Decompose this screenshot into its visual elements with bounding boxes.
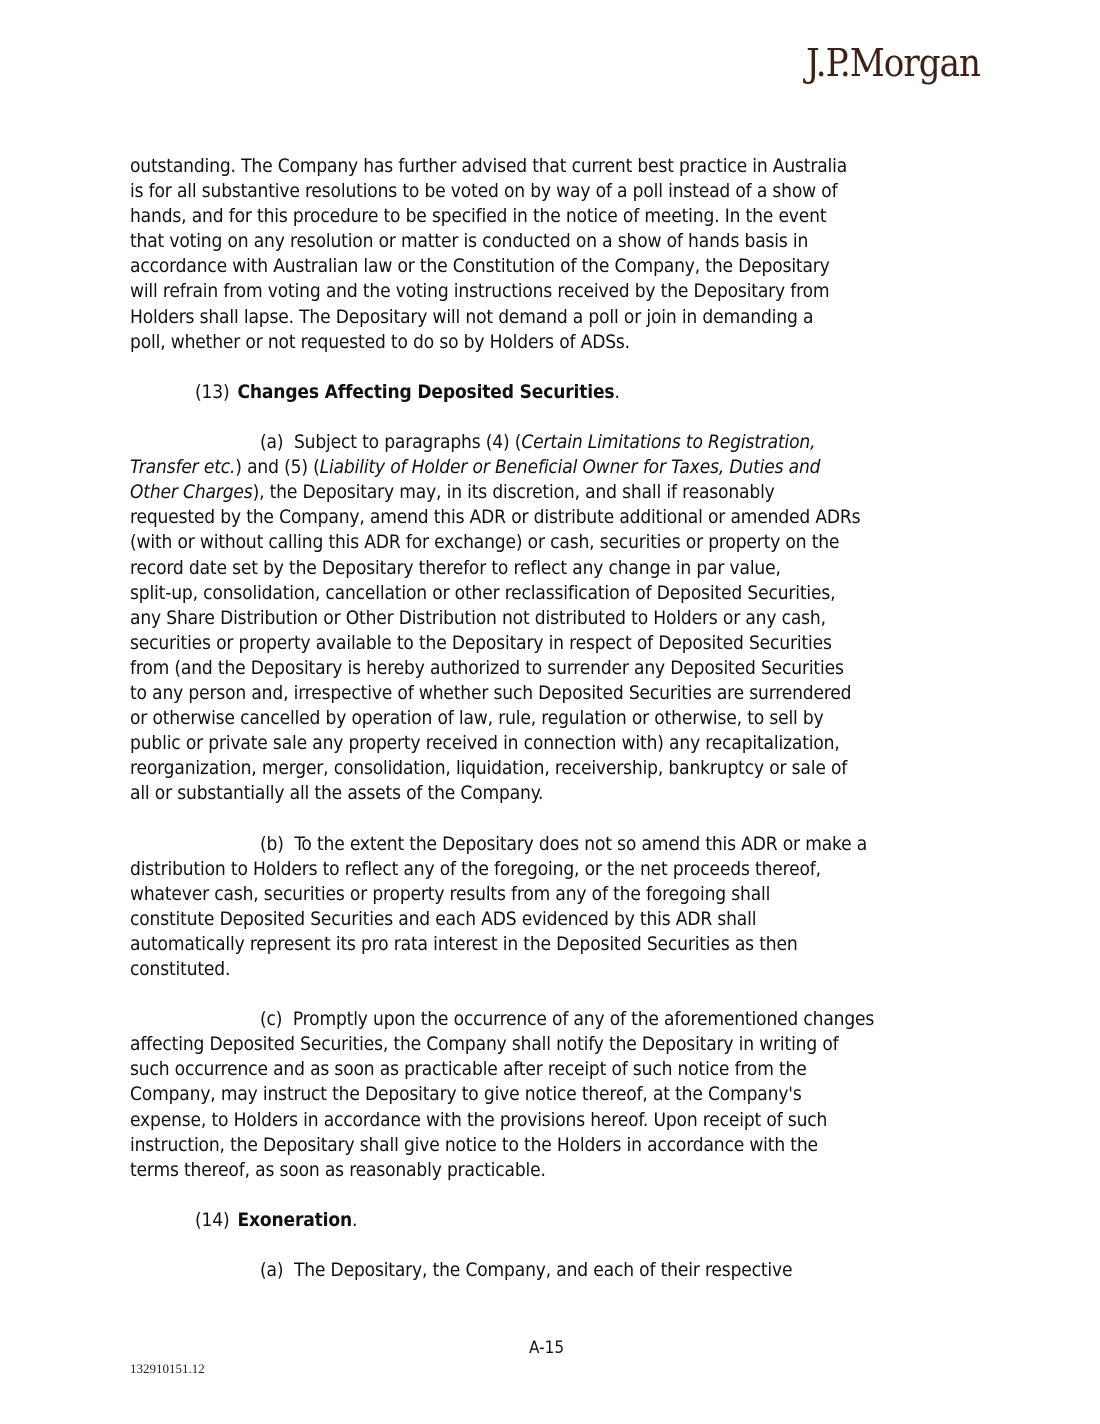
text-line: hands, and for this procedure to be specified in the notice of meeting. In the event — [130, 205, 827, 228]
section-title: Exoneration — [237, 1208, 352, 1231]
text-line: constitute Deposited Securities and each ADS evidenced by this ADR shall — [130, 907, 757, 930]
text-line: from (and the Depositary is hereby authorized to surrender any Deposited Securities — [130, 656, 844, 679]
text-line: that voting on any resolution or matter is conducted on a show of hands basis in — [130, 230, 809, 253]
text-line: such occurrence and as soon as practicable after receipt of such notice from the — [130, 1058, 807, 1081]
section-14-heading: (14) Exoneration. — [195, 1208, 358, 1231]
paragraph-13c: (c) Promptly upon the occurrence of any of the aforementioned changes affecting Deposited Securities, the Company shall notify the Depositary in writing of such occurrence and as soon as practicable after receipt of such notice from the Company, may instruct the Depositary to give notice thereof, at the Company's expense, to Holders in accordance with the provisions hereof. Upon receipt of such instruction, the Depositary shall give notice to the Holders in accordance with the terms thereof, as soon as reasonably practicable. — [130, 1007, 990, 1183]
text-line: automatically represent its pro rata interest in the Deposited Securities as then — [130, 932, 798, 955]
text-line: reorganization, merger, consolidation, liquidation, receivership, bankruptcy or sale of — [130, 757, 848, 780]
text-line: instruction, the Depositary shall give notice to the Holders in accordance with the — [130, 1133, 818, 1156]
section-13-heading: (13) Changes Affecting Deposited Securities. — [195, 380, 620, 403]
section-number: (14) — [195, 1208, 230, 1231]
page-number: A-15 — [529, 1338, 565, 1358]
text-line: affecting Deposited Securities, the Company shall notify the Depositary in writing of — [130, 1033, 839, 1056]
text-line: Holders shall lapse. The Depositary will not demand a poll or join in demanding a — [130, 305, 814, 328]
subparagraph-label: (a) — [260, 1259, 284, 1282]
text-line: poll, whether or not requested to do so by Holders of ADSs. — [130, 330, 630, 353]
jpmorgan-logo: J.P.Morgan — [806, 41, 980, 85]
paragraph-13b: (b) To the extent the Depositary does not so amend this ADR or make a distribution to Holders to reflect any of the foregoing, or the net proceeds thereof, whatever cash, securities or property results from any of the foregoing shall constitute Deposited Securities and each ADS evidenced by this ADR shall automatically represent its pro rata interest in the Deposited Securities as then constituted. — [130, 832, 990, 983]
intro-paragraph — [130, 154, 990, 355]
document-id: 132910151.12 — [130, 1361, 205, 1376]
subparagraph-label: (c) — [260, 1008, 283, 1031]
text-line: any Share Distribution or Other Distribution not distributed to Holders or any cash, — [130, 606, 826, 629]
text-line: distribution to Holders to reflect any of the foregoing, or the net proceeds thereof, — [130, 857, 821, 880]
section-title: Changes Affecting Deposited Securities — [237, 380, 615, 403]
text-line: accordance with Australian law or the Constitution of the Company, the Depositary — [130, 255, 830, 278]
text-line: expense, to Holders in accordance with the provisions hereof. Upon receipt of such — [130, 1108, 828, 1131]
text-line: to any person and, irrespective of whether such Deposited Securities are surrendered — [130, 681, 852, 704]
document-body — [130, 154, 990, 1283]
text-line: requested by the Company, amend this ADR or distribute additional or amended ADRs — [130, 506, 861, 529]
text-line: all or substantially all the assets of the Company. — [130, 782, 544, 805]
text-line: constituted. — [130, 958, 231, 980]
text-line: outstanding. The Company has further advised that current best practice in Australia — [130, 155, 848, 177]
subparagraph-label: (a) — [260, 431, 284, 454]
text-line: is for all substantive resolutions to be voted on by way of a poll instead of a show of — [130, 180, 838, 203]
paragraph-14a: (a) The Depositary, the Company, and each of their respective — [260, 1259, 793, 1282]
text-line: whatever cash, securities or property results from any of the foregoing shall — [130, 882, 771, 905]
text-line: or otherwise cancelled by operation of law, rule, regulation or otherwise, to sell by — [130, 707, 824, 730]
section-number: (13) — [195, 380, 230, 403]
text-line: securities or property available to the Depositary in respect of Deposited Securities — [130, 631, 832, 654]
text-line: will refrain from voting and the voting instructions received by the Depositary from — [130, 280, 830, 303]
text-line: record date set by the Depositary therefor to reflect any change in par value, — [130, 556, 781, 579]
subparagraph-label: (b) — [260, 832, 284, 855]
text-line: public or private sale any property received in connection with) any recapitalization, — [130, 732, 840, 755]
paragraph-13a: (a) Subject to paragraphs (4) (Certain Limitations to Registration, Transfer etc.) and (5) (Liability of Holder or Beneficial Owner for Taxes, Duties and Other Charges), the Depositary may, in its discretion, and shall if reasonably requested by the Company, amend this ADR or distribute additional or amended ADRs (with or without calling this ADR for exchange) or cash, securities or property on the record date set by the Depositary therefor to reflect any change in par value, split-up, consolidation, cancellation or other reclassification of Deposited Securities, any Share Distribution or Other Distribution not distributed to Holders or any cash, securities or property available to the Depositary in respect of Deposited Securities from (and the Depositary is hereby authorized to surrender any Deposited Securities to any person and, irrespective of whether such Deposited Securities are surrendered or otherwise cancelled by operation of law, rule, regulation or otherwise, to sell by public or private sale any property received in connection with) any recapitalization, reorganization, merger, consolidation, liquidation, receivership, bankruptcy or sale of all or substantially all the assets of the Company. — [130, 430, 990, 806]
text-line: Company, may instruct the Depositary to give notice thereof, at the Company's — [130, 1083, 802, 1106]
text-line: terms thereof, as soon as reasonably practicable. — [130, 1158, 546, 1181]
text-line: split-up, consolidation, cancellation or other reclassification of Deposited Securities, — [130, 581, 836, 604]
text-line: (with or without calling this ADR for exchange) or cash, securities or property on the — [130, 531, 840, 554]
